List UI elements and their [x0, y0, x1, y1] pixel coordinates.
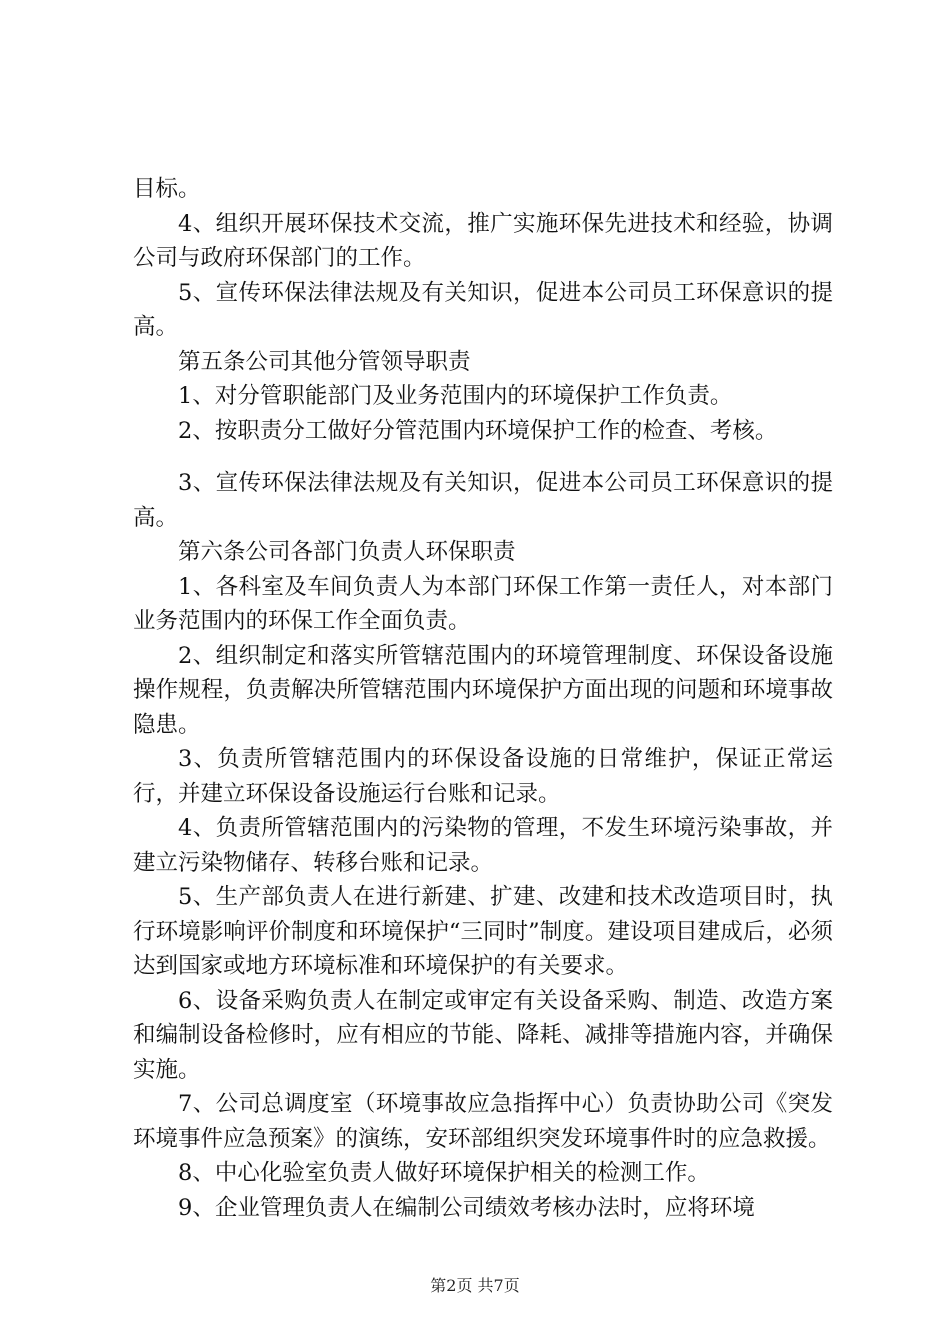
paragraph: 9、企业管理负责人在编制公司绩效考核办法时，应将环境	[178, 1194, 755, 1221]
paragraph: 1、各科室及车间负责人为本部门环保工作第一责任人，对本部门业务范围内的环保工作全面负责。	[133, 573, 833, 634]
paragraph: 2、按职责分工做好分管范围内环境保护工作的检查、考核。	[178, 417, 778, 444]
document-body	[133, 172, 833, 1225]
section-heading: 第六条公司各部门负责人环保职责	[178, 539, 516, 565]
paragraph: 5、宣传环保法律法规及有关知识，促进本公司员工环保意识的提高。	[133, 279, 833, 340]
section-heading: 第五条公司其他分管领导职责	[178, 348, 471, 375]
paragraph: 7、公司总调度室（环境事故应急指挥中心）负责协助公司《突发环境事件应急预案》的演练，安环部组织突发环境事件时的应急救援。	[133, 1091, 833, 1152]
paragraph: 3、宣传环保法律法规及有关知识，促进本公司员工环保意识的提高。	[133, 470, 833, 531]
paragraph: 5、生产部负责人在进行新建、扩建、改建和技术改造项目时，执行环境影响评价制度和环境保护“三同时”制度。建设项目建成后，必须达到国家或地方环境标准和环境保护的有关要求。	[133, 884, 833, 979]
page-number-footer: 第2页 共7页	[430, 1276, 520, 1295]
paragraph: 2、组织制定和落实所管辖范围内的环境管理制度、环保设备设施操作规程，负责解决所管辖范围内环境保护方面出现的问题和环境事故隐患。	[133, 642, 833, 738]
paragraph-gap	[133, 448, 833, 466]
paragraph: 8、中心化验室负责人做好环境保护相关的检测工作。	[178, 1160, 710, 1186]
paragraph: 目标。	[133, 176, 201, 202]
paragraph: 1、对分管职能部门及业务范围内的环境保护工作负责。	[178, 383, 733, 409]
paragraph: 6、设备采购负责人在制定或审定有关设备采购、制造、改造方案和编制设备检修时，应有相应的节能、降耗、减排等措施内容，并确保实施。	[133, 987, 833, 1083]
paragraph: 3、负责所管辖范围内的环保设备设施的日常维护，保证正常运行，并建立环保设备设施运行台账和记录。	[133, 746, 833, 807]
paragraph: 4、负责所管辖范围内的污染物的管理，不发生环境污染事故，并建立污染物储存、转移台账和记录。	[133, 815, 833, 876]
paragraph: 4、组织开展环保技术交流，推广实施环保先进技术和经验，协调公司与政府环保部门的工作。	[133, 210, 833, 271]
